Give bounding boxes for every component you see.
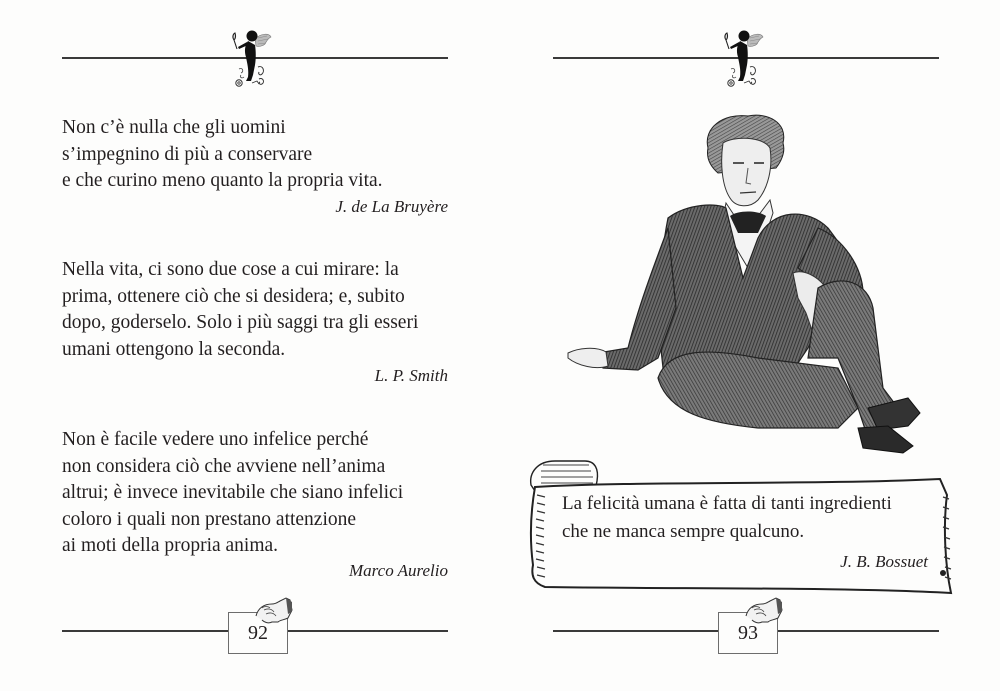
quote-author: J. de La Bruyère xyxy=(335,197,448,216)
quote-line: e che curino meno quanto la propria vita. xyxy=(62,170,383,191)
cherub-icon xyxy=(717,25,767,90)
quote-2 xyxy=(62,257,418,363)
hand-icon xyxy=(254,596,294,626)
quote-line: non considera ciò che avviene nell’anima xyxy=(62,455,386,477)
quote-line: ai moti della propria anima. xyxy=(62,535,279,556)
quote-author: J. B. Bossuet xyxy=(840,552,928,571)
quote-line: Non c’è nulla che gli uomini xyxy=(62,117,286,138)
quote-author: L. P. Smith xyxy=(374,366,448,385)
hand-icon xyxy=(744,596,784,626)
page-number: 93 xyxy=(718,612,778,654)
right-page xyxy=(500,0,1000,691)
quote-author: Marco Aurelio xyxy=(349,561,448,580)
quote-line: Nella vita, ci sono due cose a cui mirare: la xyxy=(62,259,399,280)
cherub-icon xyxy=(225,25,275,90)
page-number: 92 xyxy=(228,612,288,654)
quote-line: coloro i quali non prestano attenzione xyxy=(62,508,357,530)
quote-line: dopo, goderselo. Solo i più saggi tra gli esseri xyxy=(62,312,419,333)
quote-line: Non è facile vedere uno infelice perché xyxy=(62,429,369,450)
quote-3 xyxy=(62,427,403,560)
quote-line: altrui; è invece inevitabile che siano infelici xyxy=(62,482,404,503)
quote-1 xyxy=(62,115,383,195)
quote-line: che ne manca sempre qualcuno. xyxy=(562,521,805,542)
quote-line: prima, ottenere ciò che si desidera; e, subito xyxy=(62,285,405,307)
seated-man-illustration xyxy=(558,108,928,468)
quote-line: La felicità umana è fatta di tanti ingredienti xyxy=(562,493,892,514)
quote-line: s’impegnino di più a conservare xyxy=(62,143,313,165)
scroll-quote xyxy=(562,490,892,546)
quote-line: umani ottengono la seconda. xyxy=(62,338,286,360)
